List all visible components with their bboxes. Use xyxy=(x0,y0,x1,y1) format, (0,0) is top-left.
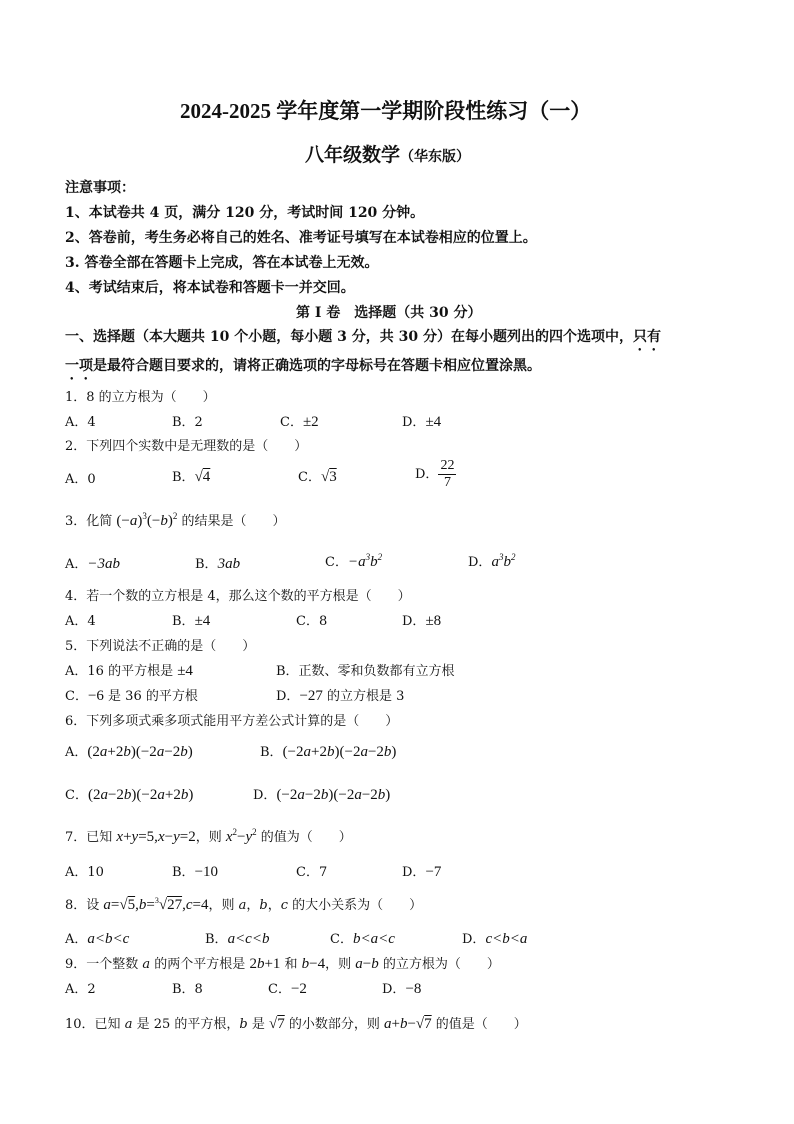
question-3-option-a[interactable]: A．−3ab xyxy=(65,556,121,572)
question-4-option-c[interactable]: C．8 xyxy=(296,614,328,629)
question-1-stem: 1．8 的立方根为（ ） xyxy=(65,390,216,405)
question-4-stem: 4．若一个数的立方根是 4，那么这个数的平方根是（ ） xyxy=(65,589,411,604)
question-5-stem: 5．下列说法不正确的是（ ） xyxy=(65,639,256,654)
exam-title: 2024-2025 学年度第一学期阶段性练习（一） xyxy=(180,99,592,123)
instructions-line-2 xyxy=(65,355,541,383)
subtitle-edition: （华东版） xyxy=(400,149,471,165)
question-4-option-b[interactable]: B．±4 xyxy=(172,613,211,629)
note-item-1: 1、本试卷共 4 页，满分 120 分，考试时间 120 分钟。 xyxy=(65,205,425,221)
notes-heading: 注意事项： xyxy=(65,180,135,196)
question-2-option-b[interactable]: B．√4 xyxy=(172,469,211,485)
question-9-stem: 9．一个整数 a 的两个平方根是 2b+1 和 b−4，则 a−b 的立方根为（ ） xyxy=(65,956,500,972)
question-2-stem: 2．下列四个实数中是无理数的是（ ） xyxy=(65,439,308,454)
question-8-option-d[interactable]: D．c<b<a xyxy=(462,931,528,947)
question-9-option-d[interactable]: D．−8 xyxy=(382,981,422,997)
subtitle-main: 八年级数学 xyxy=(305,144,401,166)
question-1-option-a[interactable]: A．4 xyxy=(65,415,96,430)
question-2-option-a[interactable]: A．0 xyxy=(65,472,96,487)
question-8-option-a[interactable]: A．a<b<c xyxy=(65,931,130,947)
section-title: 第 I 卷 选择题（共 30 分） xyxy=(296,305,482,321)
question-7-stem: 7．已知 x+y=5,x−y=2，则 $x^2-y^2$ 的值为（ ） xyxy=(65,827,352,845)
question-7-option-b[interactable]: B．−10 xyxy=(172,864,219,880)
question-6-option-b[interactable]: B．(−2a+2b)(−2a−2b) xyxy=(260,744,397,760)
question-10-stem: 10．已知 a 是 25 的平方根，b 是 √7 的小数部分，则 a+b−√7 的值是（ ） xyxy=(65,1016,527,1032)
question-5-option-b[interactable]: B．正数、零和负数都有立方根 xyxy=(276,664,455,679)
exam-subtitle xyxy=(305,140,470,167)
question-1-option-c[interactable]: C．±2 xyxy=(280,414,319,430)
instructions-emphasis-2: 一项 xyxy=(65,358,93,374)
note-item-3: 3. 答卷全部在答题卡上完成，答在本试卷上无效。 xyxy=(65,255,379,271)
question-8-stem: 8．设 a=√5,b=$^3$√27,c=4，则 a，b，c 的大小关系为（ ） xyxy=(65,896,423,913)
question-7-option-c[interactable]: C．7 xyxy=(296,865,328,880)
question-9-option-b[interactable]: B．8 xyxy=(172,982,203,997)
question-1-option-b[interactable]: B．2 xyxy=(172,415,203,430)
question-6-option-a[interactable]: A．(2a+2b)(−2a−2b) xyxy=(65,744,193,760)
question-1-option-d[interactable]: D．±4 xyxy=(402,414,442,430)
instructions-emphasis-1: 只有 xyxy=(632,329,661,345)
question-8-option-b[interactable]: B．a<c<b xyxy=(205,931,270,947)
question-8-option-c[interactable]: C．b<a<c xyxy=(330,931,395,947)
note-item-2: 2、答卷前，考生务必将自己的姓名、准考证号填写在本试卷相应的位置上。 xyxy=(65,230,537,246)
question-4-option-d[interactable]: D．±8 xyxy=(402,613,442,629)
question-6-option-c[interactable]: C．(2a−2b)(−2a+2b) xyxy=(65,787,194,803)
question-3-stem: 3．化简 $(-a)^3(-b)^2$ 的结果是（ ） xyxy=(65,511,286,529)
question-5-option-c[interactable]: C．−6 是 36 的平方根 xyxy=(65,688,198,704)
question-9-option-c[interactable]: C．−2 xyxy=(268,981,307,997)
note-item-4: 4、考试结束后，将本试卷和答题卡一并交回。 xyxy=(65,280,355,296)
question-3-option-b[interactable]: B．3ab xyxy=(195,556,241,572)
question-6-stem: 6．下列多项式乘多项式能用平方差公式计算的是（ ） xyxy=(65,714,399,729)
question-4-option-a[interactable]: A．4 xyxy=(65,614,96,629)
question-5-option-a[interactable]: A．16 的平方根是 ±4 xyxy=(65,663,193,679)
question-3-option-c[interactable]: C．$-a^3b^2$ xyxy=(325,552,383,570)
question-7-option-d[interactable]: D．−7 xyxy=(402,864,442,880)
instructions-line-1 xyxy=(65,326,661,354)
question-9-option-a[interactable]: A．2 xyxy=(65,982,96,997)
question-2-option-d[interactable]: D． $\frac{22}{7}$ xyxy=(415,458,455,490)
instructions-text-1: 一、选择题（本大题共 10 个小题，每小题 3 分，共 30 分）在每小题列出的四个选项中， xyxy=(65,329,633,345)
question-6-option-d[interactable]: D．(−2a−2b)(−2a−2b) xyxy=(253,787,391,803)
question-3-option-d[interactable]: D．$a^3b^2$ xyxy=(468,552,516,570)
question-7-option-a[interactable]: A．10 xyxy=(65,865,104,880)
question-2-option-c[interactable]: C．√3 xyxy=(298,469,337,485)
instructions-text-2: 是最符合题目要求的，请将正确选项的字母标号在答题卡相应位置涂黑。 xyxy=(93,358,541,374)
question-5-option-d[interactable]: D．−27 的立方根是 3 xyxy=(276,688,405,704)
